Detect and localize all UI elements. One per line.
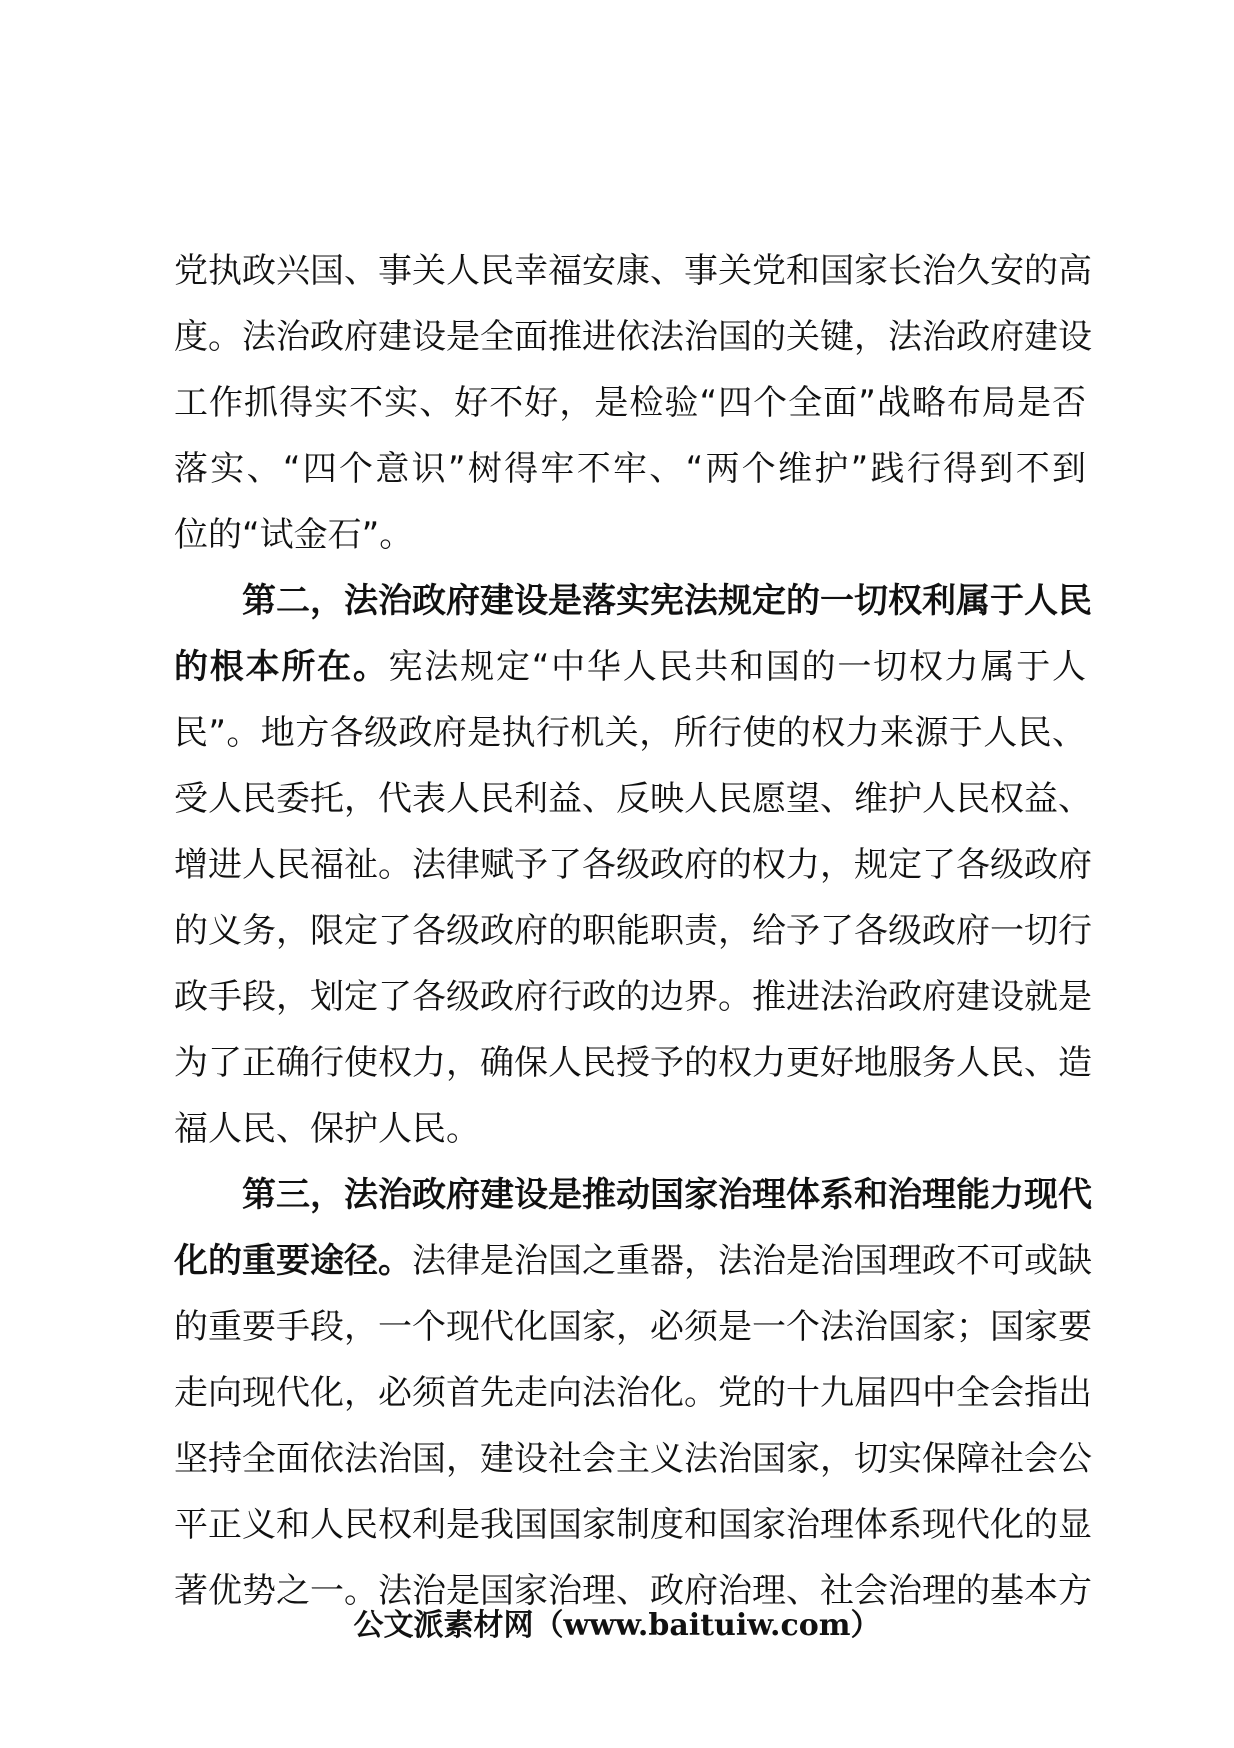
text-segment: 增进人民福祉。法律赋予了各级政府的权力，规定了各级政府 xyxy=(174,845,1092,885)
text-segment: 位的“试金石”。 xyxy=(174,515,414,555)
text-segment: 政手段，划定了各级政府行政的边界。推进法治政府建设就是 xyxy=(174,977,1092,1017)
text-line xyxy=(174,1492,1092,1558)
text-line xyxy=(174,238,1092,304)
text-line xyxy=(174,1228,1092,1294)
text-segment: 度。法治政府建设是全面推进依法治国的关键，法治政府建设 xyxy=(174,317,1092,357)
text-segment: 著优势之一。法治是国家治理、政府治理、社会治理的基本方 xyxy=(174,1571,1092,1611)
text-line xyxy=(174,304,1092,370)
text-line xyxy=(174,898,1092,964)
bold-text-segment: 第三，法治政府建设是推动国家治理体系和治理能力现代 xyxy=(242,1175,1092,1215)
text-segment: 受人民委托，代表人民利益、反映人民愿望、维护人民权益、 xyxy=(174,779,1092,819)
text-segment: 宪法规定“中华人民共和国的一切权力属于人 xyxy=(388,647,1086,687)
text-line xyxy=(174,832,1092,898)
text-segment: 走向现代化，必须首先走向法治化。党的十九届四中全会指出 xyxy=(174,1373,1092,1413)
text-segment: 平正义和人民权利是我国国家制度和国家治理体系现代化的显 xyxy=(174,1505,1092,1545)
text-line xyxy=(174,766,1092,832)
document-body xyxy=(174,238,1092,1624)
text-segment: 落实、“四个意识”树得牢不牢、“两个维护”践行得到不到 xyxy=(174,449,1086,489)
text-line xyxy=(174,1426,1092,1492)
bold-text-segment: 第二，法治政府建设是落实宪法规定的一切权利属于人民 xyxy=(242,581,1092,621)
page-footer-watermark: 公文派素材网（www.baituiw.com） xyxy=(353,1608,881,1643)
text-line xyxy=(174,1162,1092,1228)
text-segment: 党执政兴国、事关人民幸福安康、事关党和国家长治久安的高 xyxy=(174,251,1092,291)
text-segment: 的义务，限定了各级政府的职能职责，给予了各级政府一切行 xyxy=(174,911,1092,951)
text-line xyxy=(174,1096,1086,1162)
bold-text-segment: 化的重要途径。 xyxy=(174,1241,412,1281)
bold-text-segment: 的根本所在。 xyxy=(174,647,389,687)
text-line xyxy=(174,370,1086,436)
text-segment: 工作抓得实不实、好不好，是检验“四个全面”战略布局是否 xyxy=(174,383,1086,423)
text-line xyxy=(174,436,1086,502)
text-line xyxy=(174,700,1086,766)
text-line xyxy=(174,964,1092,1030)
text-segment: 福人民、保护人民。 xyxy=(174,1109,480,1149)
text-line xyxy=(174,634,1086,700)
text-segment: 民”。地方各级政府是执行机关，所行使的权力来源于人民、 xyxy=(174,713,1086,753)
text-segment: 坚持全面依法治国，建设社会主义法治国家，切实保障社会公 xyxy=(174,1439,1092,1479)
text-segment: 法律是治国之重器，法治是治国理政不可或缺 xyxy=(412,1241,1092,1281)
text-segment: 为了正确行使权力，确保人民授予的权力更好地服务人民、造 xyxy=(174,1043,1092,1083)
text-line xyxy=(174,502,1086,568)
text-line xyxy=(174,1030,1092,1096)
text-line xyxy=(174,1294,1092,1360)
text-line xyxy=(174,1360,1092,1426)
text-line xyxy=(174,568,1092,634)
text-segment: 的重要手段，一个现代化国家，必须是一个法治国家；国家要 xyxy=(174,1307,1092,1347)
